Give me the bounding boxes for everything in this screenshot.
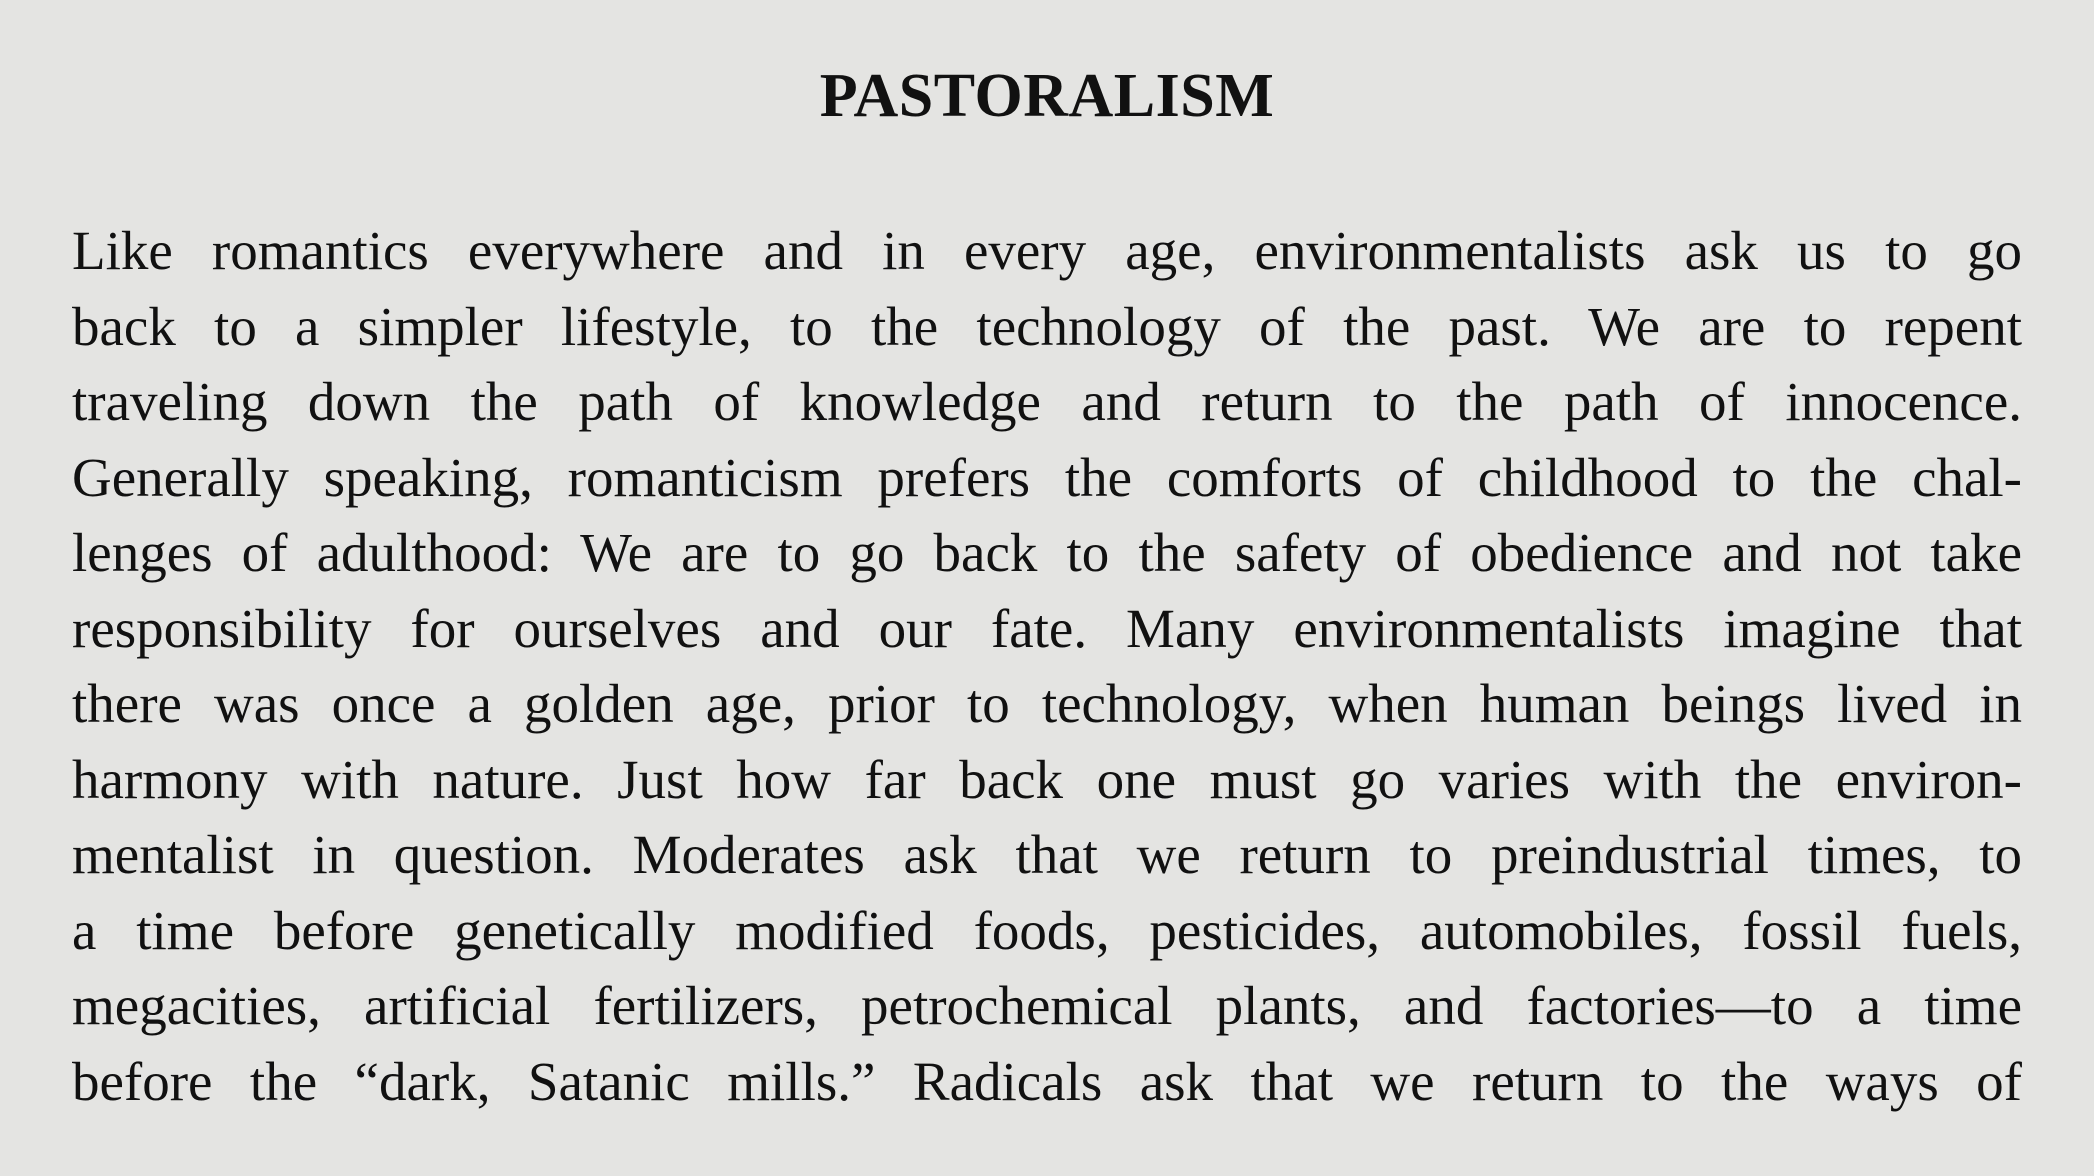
- section-heading: PASTORALISM: [819, 62, 1275, 130]
- paragraph-line: lenges of adulthood: We are to go back to the safety of obedience and not take: [72, 522, 2022, 583]
- document-page: [72, 0, 2022, 1176]
- paragraph-line: back to a simpler lifestyle, to the technology of the past. We are to repent: [72, 295, 2022, 357]
- body-paragraph: [72, 213, 2022, 1119]
- paragraph-line: there was once a golden age, prior to technology, when human beings lived in: [72, 673, 2022, 734]
- paragraph-line: megacities, artificial fertilizers, petrochemical plants, and factories—to a time: [72, 975, 2022, 1036]
- paragraph-line: Generally speaking, romanticism prefers the comforts of childhood to the chal-: [72, 446, 2022, 508]
- paragraph-line: traveling down the path of knowledge and return to the path of innocence.: [72, 371, 2022, 432]
- paragraph-line: harmony with nature. Just how far back one must go varies with the environ-: [72, 748, 2022, 810]
- paragraph-line: mentalist in question. Moderates ask that we return to preindustrial times, to: [72, 824, 2022, 885]
- paragraph-line: before the “dark, Satanic mills.” Radicals ask that we return to the ways of: [72, 1050, 2022, 1112]
- paragraph-line: a time before genetically modified foods, pesticides, automobiles, fossil fuels,: [72, 899, 2022, 961]
- paragraph-line: Like romantics everywhere and in every age, environmentalists ask us to go: [72, 220, 2022, 281]
- paragraph-line: responsibility for ourselves and our fate. Many environmentalists imagine that: [72, 597, 2022, 659]
